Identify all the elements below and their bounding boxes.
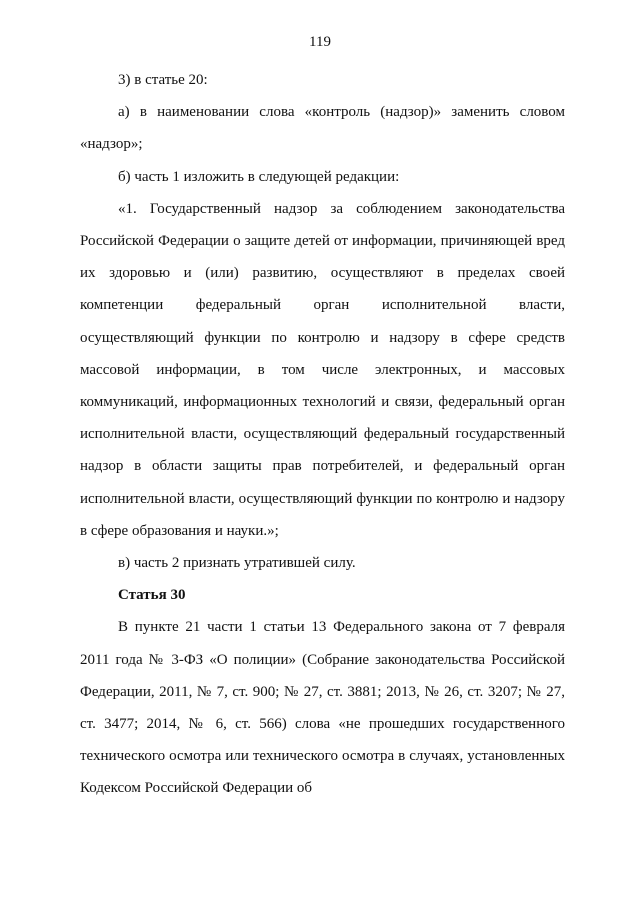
paragraph-quoted-part1: «1. Государственный надзор за соблюдением законодательства Российской Федерации о защите детей от информации, причиняющей вред их здоровью и (или) развитию, осуществляют в пределах своей компетенции федеральный орган исполнительной власти, осуществляющий функции по контролю и надзору в сфере средств массовой информации, в том числе электронных, и массовых коммуникаций, информационных технологий и связи, федеральный орган исполнительной власти, осуществляющий федеральный государственный надзор в области защиты прав потребителей, и федеральный орган исполнительной власти, осуществляющий функции по контролю и надзору в сфере образования и науки.»; bbox=[80, 200, 565, 539]
paragraph-article30: В пункте 21 части 1 статьи 13 Федерального закона от 7 февраля 2011 года № 3-ФЗ «О полиции» (Собрание законодательства Российской Федерации, 2011, № 7, ст. 900; № 27, ст. 3881; 2013, № 26, ст. 3207; № 27, ст. 3477; 2014, № 6, ст. 566) слова «не прошедших государственного технического осмотра или технического осмотра в случаях, установленных Кодексом Российской Федерации об bbox=[80, 619, 565, 797]
article-heading: Статья 30 bbox=[118, 587, 186, 604]
paragraph-subpoint-a: а) в наименовании слова «контроль (надзор)» заменить словом «надзор»; bbox=[80, 104, 565, 153]
page-number: 119 bbox=[309, 34, 331, 50]
document-body bbox=[80, 64, 565, 805]
paragraph-subpoint-v: в) часть 2 признать утратившей силу. bbox=[118, 555, 356, 572]
paragraph-subpoint-b: б) часть 1 изложить в следующей редакции: bbox=[118, 168, 400, 185]
paragraph-article20-intro: 3) в статье 20: bbox=[118, 72, 208, 88]
